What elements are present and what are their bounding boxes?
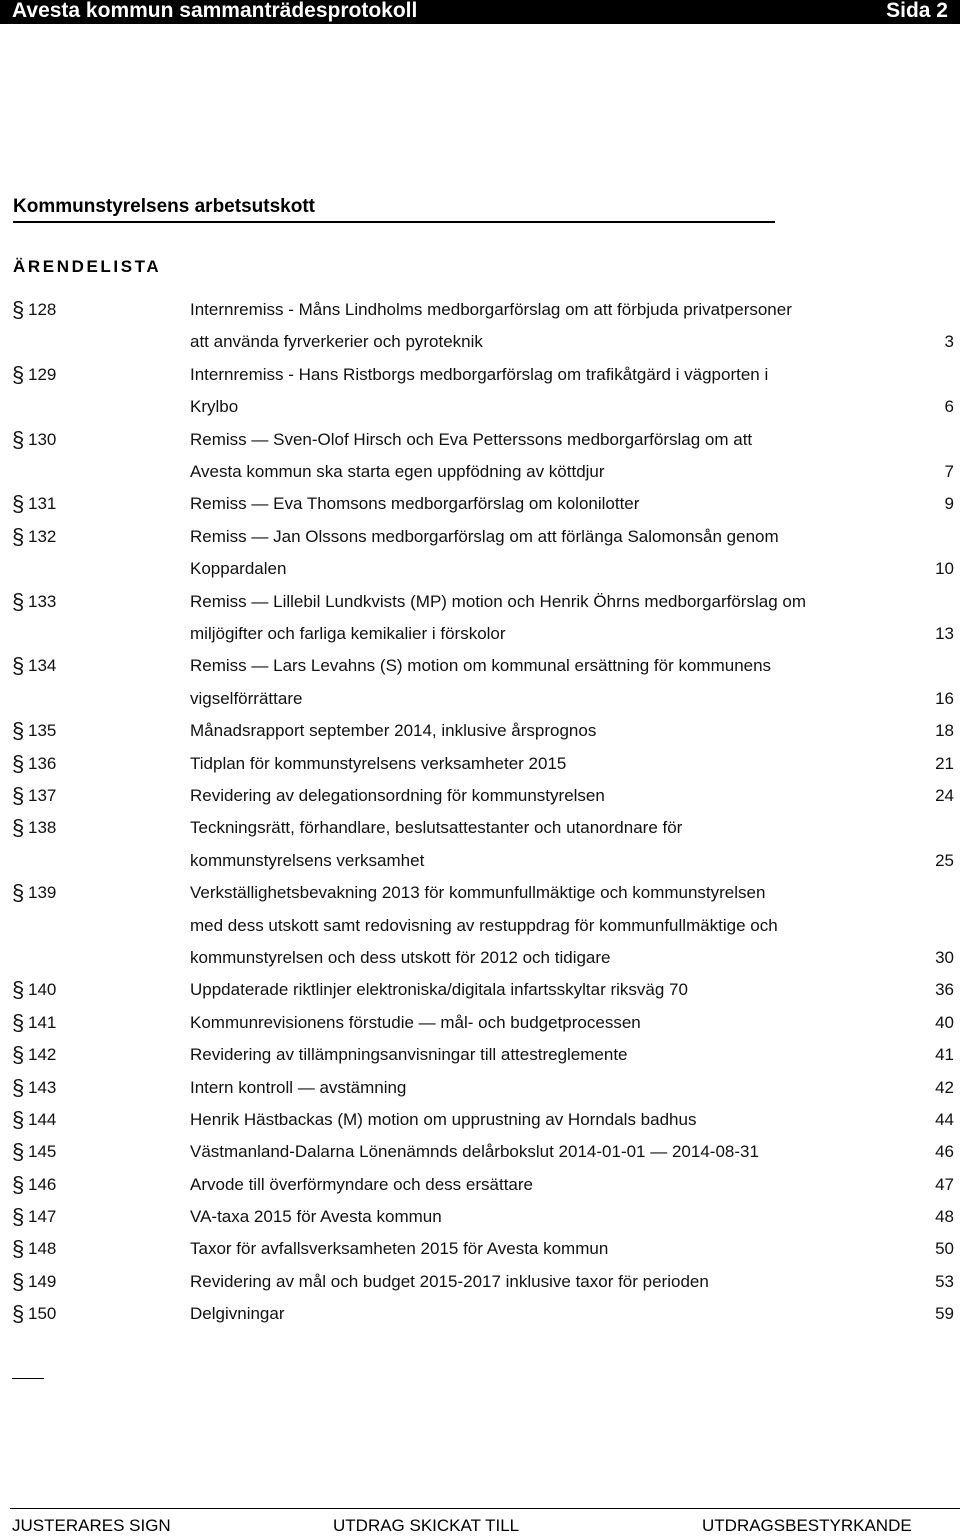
item-page-number: 13 [935, 623, 954, 643]
paragraph-sign: § [12, 718, 25, 744]
item-page-number: 21 [935, 753, 954, 773]
item-description-line: Remiss — Jan Olssons medborgarförslag om att förlänga Salomonsån genom [190, 526, 779, 546]
footnote-rule [12, 1378, 44, 1379]
item-description-line: Västmanland-Dalarna Lönenämnds delårbokslut 2014-01-01 — 2014-08-31 [190, 1142, 759, 1162]
item-page-number: 9 [944, 494, 954, 514]
page-number: Sida 2 [886, 0, 948, 22]
item-description [190, 974, 880, 1006]
item-page-number: 44 [935, 1109, 954, 1129]
item-description [190, 1072, 880, 1104]
item-number: 133 [28, 591, 57, 611]
item-description-line: Intern kontroll — avstämning [190, 1077, 407, 1097]
item-page-number: 42 [935, 1077, 954, 1097]
section-heading: Kommunstyrelsens arbetsutskott [13, 196, 315, 217]
item-number: 148 [28, 1239, 57, 1259]
item-number: 140 [28, 980, 57, 1000]
agenda-item [0, 1072, 960, 1104]
agenda-item [0, 1201, 960, 1233]
agenda-item [0, 748, 960, 780]
item-number: 150 [28, 1304, 57, 1324]
item-description-line: Verkställighetsbevakning 2013 för kommunfullmäktige och kommunstyrelsen [190, 883, 766, 903]
item-description-line: kommunstyrelsen och dess utskott för 2012 och tidigare [190, 947, 611, 967]
item-description-line: Teckningsrätt, förhandlare, beslutsattestanter och utanordnare för [190, 818, 683, 838]
agenda-item [0, 1104, 960, 1136]
item-description-line: Avesta kommun ska starta egen uppfödning av köttdjur [190, 461, 605, 481]
item-number: 146 [28, 1174, 57, 1194]
item-description [190, 586, 880, 651]
item-page-number: 3 [944, 332, 954, 352]
item-description-line: Tidplan för kommunstyrelsens verksamheter 2015 [190, 753, 567, 773]
agenda-item [0, 359, 960, 424]
item-number: 142 [28, 1045, 57, 1065]
item-description [190, 488, 880, 520]
item-description [190, 1169, 880, 1201]
item-page-number: 36 [935, 980, 954, 1000]
paragraph-sign: § [12, 1074, 25, 1100]
agenda-item [0, 294, 960, 359]
agenda-item [0, 877, 960, 974]
paragraph-sign: § [12, 750, 25, 776]
item-description [190, 294, 880, 359]
paragraph-sign: § [12, 426, 25, 452]
item-number: 135 [28, 721, 57, 741]
item-description [190, 715, 880, 747]
item-number: 141 [28, 1012, 57, 1032]
item-description-line: vigselförrättare [190, 688, 303, 708]
item-description-line: Delgivningar [190, 1304, 285, 1324]
paragraph-sign: § [12, 1171, 25, 1197]
item-description-line: Henrik Hästbackas (M) motion om upprustning av Horndals badhus [190, 1109, 697, 1129]
item-description [190, 1233, 880, 1265]
item-number: 137 [28, 785, 57, 805]
paragraph-sign: § [12, 361, 25, 387]
item-description-line: med dess utskott samt redovisning av restuppdrag för kommunfullmäktige och [190, 915, 778, 935]
item-description-line: VA-taxa 2015 för Avesta kommun [190, 1207, 442, 1227]
item-number: 130 [28, 429, 57, 449]
item-number: 128 [28, 300, 57, 319]
item-description-line: Koppardalen [190, 559, 287, 579]
item-number: 147 [28, 1207, 57, 1227]
agenda-item [0, 1039, 960, 1071]
agenda-item [0, 1266, 960, 1298]
utdrag-skickat-label: UTDRAG SKICKAT TILL [333, 1516, 520, 1535]
item-page-number: 10 [935, 559, 954, 579]
item-page-number: 6 [944, 397, 954, 417]
item-number: 149 [28, 1271, 57, 1291]
document-title: Avesta kommun sammanträdesprotokoll [12, 0, 418, 22]
item-description [190, 1104, 880, 1136]
item-description [190, 748, 880, 780]
item-number: 143 [28, 1077, 57, 1097]
paragraph-sign: § [12, 1042, 25, 1068]
item-description [190, 780, 880, 812]
item-description [190, 1298, 880, 1330]
item-description-line: Uppdaterade riktlinjer elektroniska/digitala infartsskyltar riksväg 70 [190, 980, 688, 1000]
section-rule [13, 221, 775, 223]
item-number: 138 [28, 818, 57, 838]
item-description-line: Remiss — Sven-Olof Hirsch och Eva Petterssons medborgarförslag om att [190, 429, 753, 449]
paragraph-sign: § [12, 1301, 25, 1327]
item-page-number: 7 [944, 461, 954, 481]
item-description-line: Remiss — Eva Thomsons medborgarförslag om kolonilotter [190, 494, 640, 514]
item-description [190, 359, 880, 424]
item-description-line: Kommunrevisionens förstudie — mål- och budgetprocessen [190, 1012, 641, 1032]
item-description-line: att använda fyrverkerier och pyroteknik [190, 332, 483, 352]
item-page-number: 50 [935, 1239, 954, 1259]
item-description-line: Månadsrapport september 2014, inklusive årsprognos [190, 721, 597, 741]
paragraph-sign: § [12, 588, 25, 614]
agenda-item [0, 780, 960, 812]
paragraph-sign: § [12, 1009, 25, 1035]
agenda-item [0, 1169, 960, 1201]
item-page-number: 25 [935, 850, 954, 870]
item-description [190, 812, 880, 877]
item-page-number: 30 [935, 947, 954, 967]
signature-rule [10, 1508, 960, 1509]
agenda-item [0, 974, 960, 1006]
item-page-number: 46 [935, 1142, 954, 1162]
item-number: 129 [28, 364, 57, 384]
paragraph-sign: § [12, 815, 25, 841]
paragraph-sign: § [12, 880, 25, 906]
item-description-line: miljögifter och farliga kemikalier i förskolor [190, 623, 506, 643]
item-page-number: 41 [935, 1045, 954, 1065]
agenda-item [0, 812, 960, 877]
item-description [190, 424, 880, 489]
justerares-sign-label: JUSTERARES SIGN [12, 1516, 171, 1535]
item-description-line: Revidering av delegationsordning för kommunstyrelsen [190, 785, 605, 805]
paragraph-sign: § [12, 1268, 25, 1294]
agenda-item [0, 1233, 960, 1265]
item-description-line: Internremiss - Hans Ristborgs medborgarförslag om trafikåtgärd i vägporten i [190, 364, 769, 384]
agenda-list [0, 294, 960, 1331]
item-page-number: 40 [935, 1012, 954, 1032]
paragraph-sign: § [12, 977, 25, 1003]
item-number: 131 [28, 494, 57, 514]
item-page-number: 59 [935, 1304, 954, 1324]
item-page-number: 48 [935, 1207, 954, 1227]
item-number: 144 [28, 1109, 57, 1129]
item-description [190, 1266, 880, 1298]
agenda-item [0, 1298, 960, 1330]
item-number: 139 [28, 883, 57, 903]
paragraph-sign: § [12, 1139, 25, 1165]
item-page-number: 53 [935, 1271, 954, 1291]
header-bar [0, 0, 960, 24]
paragraph-sign: § [12, 491, 25, 517]
paragraph-sign: § [12, 1106, 25, 1132]
item-description-line: Remiss — Lars Levahns (S) motion om kommunal ersättning för kommunens [190, 656, 772, 676]
item-description-line: Revidering av tillämpningsanvisningar till attestreglemente [190, 1045, 628, 1065]
agenda-item [0, 521, 960, 586]
item-description [190, 1136, 880, 1168]
item-description-line: Internremiss - Måns Lindholms medborgarförslag om att förbjuda privatpersoner [190, 300, 792, 319]
item-description [190, 521, 880, 586]
item-page-number: 16 [935, 688, 954, 708]
item-page-number: 18 [935, 721, 954, 741]
paragraph-sign: § [12, 523, 25, 549]
item-number: 132 [28, 526, 57, 546]
item-description [190, 877, 880, 974]
item-number: 134 [28, 656, 57, 676]
item-description-line: Revidering av mål och budget 2015-2017 inklusive taxor för perioden [190, 1271, 709, 1291]
item-page-number: 47 [935, 1174, 954, 1194]
item-description-line: Arvode till överförmyndare och dess ersättare [190, 1174, 533, 1194]
paragraph-sign: § [12, 1204, 25, 1230]
agenda-item [0, 586, 960, 651]
item-description-line: Taxor för avfallsverksamheten 2015 för Avesta kommun [190, 1239, 609, 1259]
agenda-item [0, 1007, 960, 1039]
item-description-line: Krylbo [190, 397, 239, 417]
item-description-line: Remiss — Lillebil Lundkvists (MP) motion och Henrik Öhrns medborgarförslag om [190, 591, 806, 611]
agenda-item [0, 488, 960, 520]
agenda-item [0, 1136, 960, 1168]
agenda-item [0, 650, 960, 715]
paragraph-sign: § [12, 782, 25, 808]
paragraph-sign: § [12, 1236, 25, 1262]
paragraph-sign: § [12, 653, 25, 679]
item-description [190, 1007, 880, 1039]
item-page-number: 24 [935, 785, 954, 805]
list-title: ÄRENDELISTA [13, 257, 162, 276]
paragraph-sign: § [12, 297, 25, 322]
item-number: 145 [28, 1142, 57, 1162]
agenda-item [0, 715, 960, 747]
utdragsbestyrkande-label: UTDRAGSBESTYRKANDE [702, 1516, 912, 1535]
item-description [190, 1201, 880, 1233]
item-description-line: kommunstyrelsens verksamhet [190, 850, 425, 870]
item-number: 136 [28, 753, 57, 773]
item-description [190, 1039, 880, 1071]
agenda-item [0, 424, 960, 489]
item-description [190, 650, 880, 715]
